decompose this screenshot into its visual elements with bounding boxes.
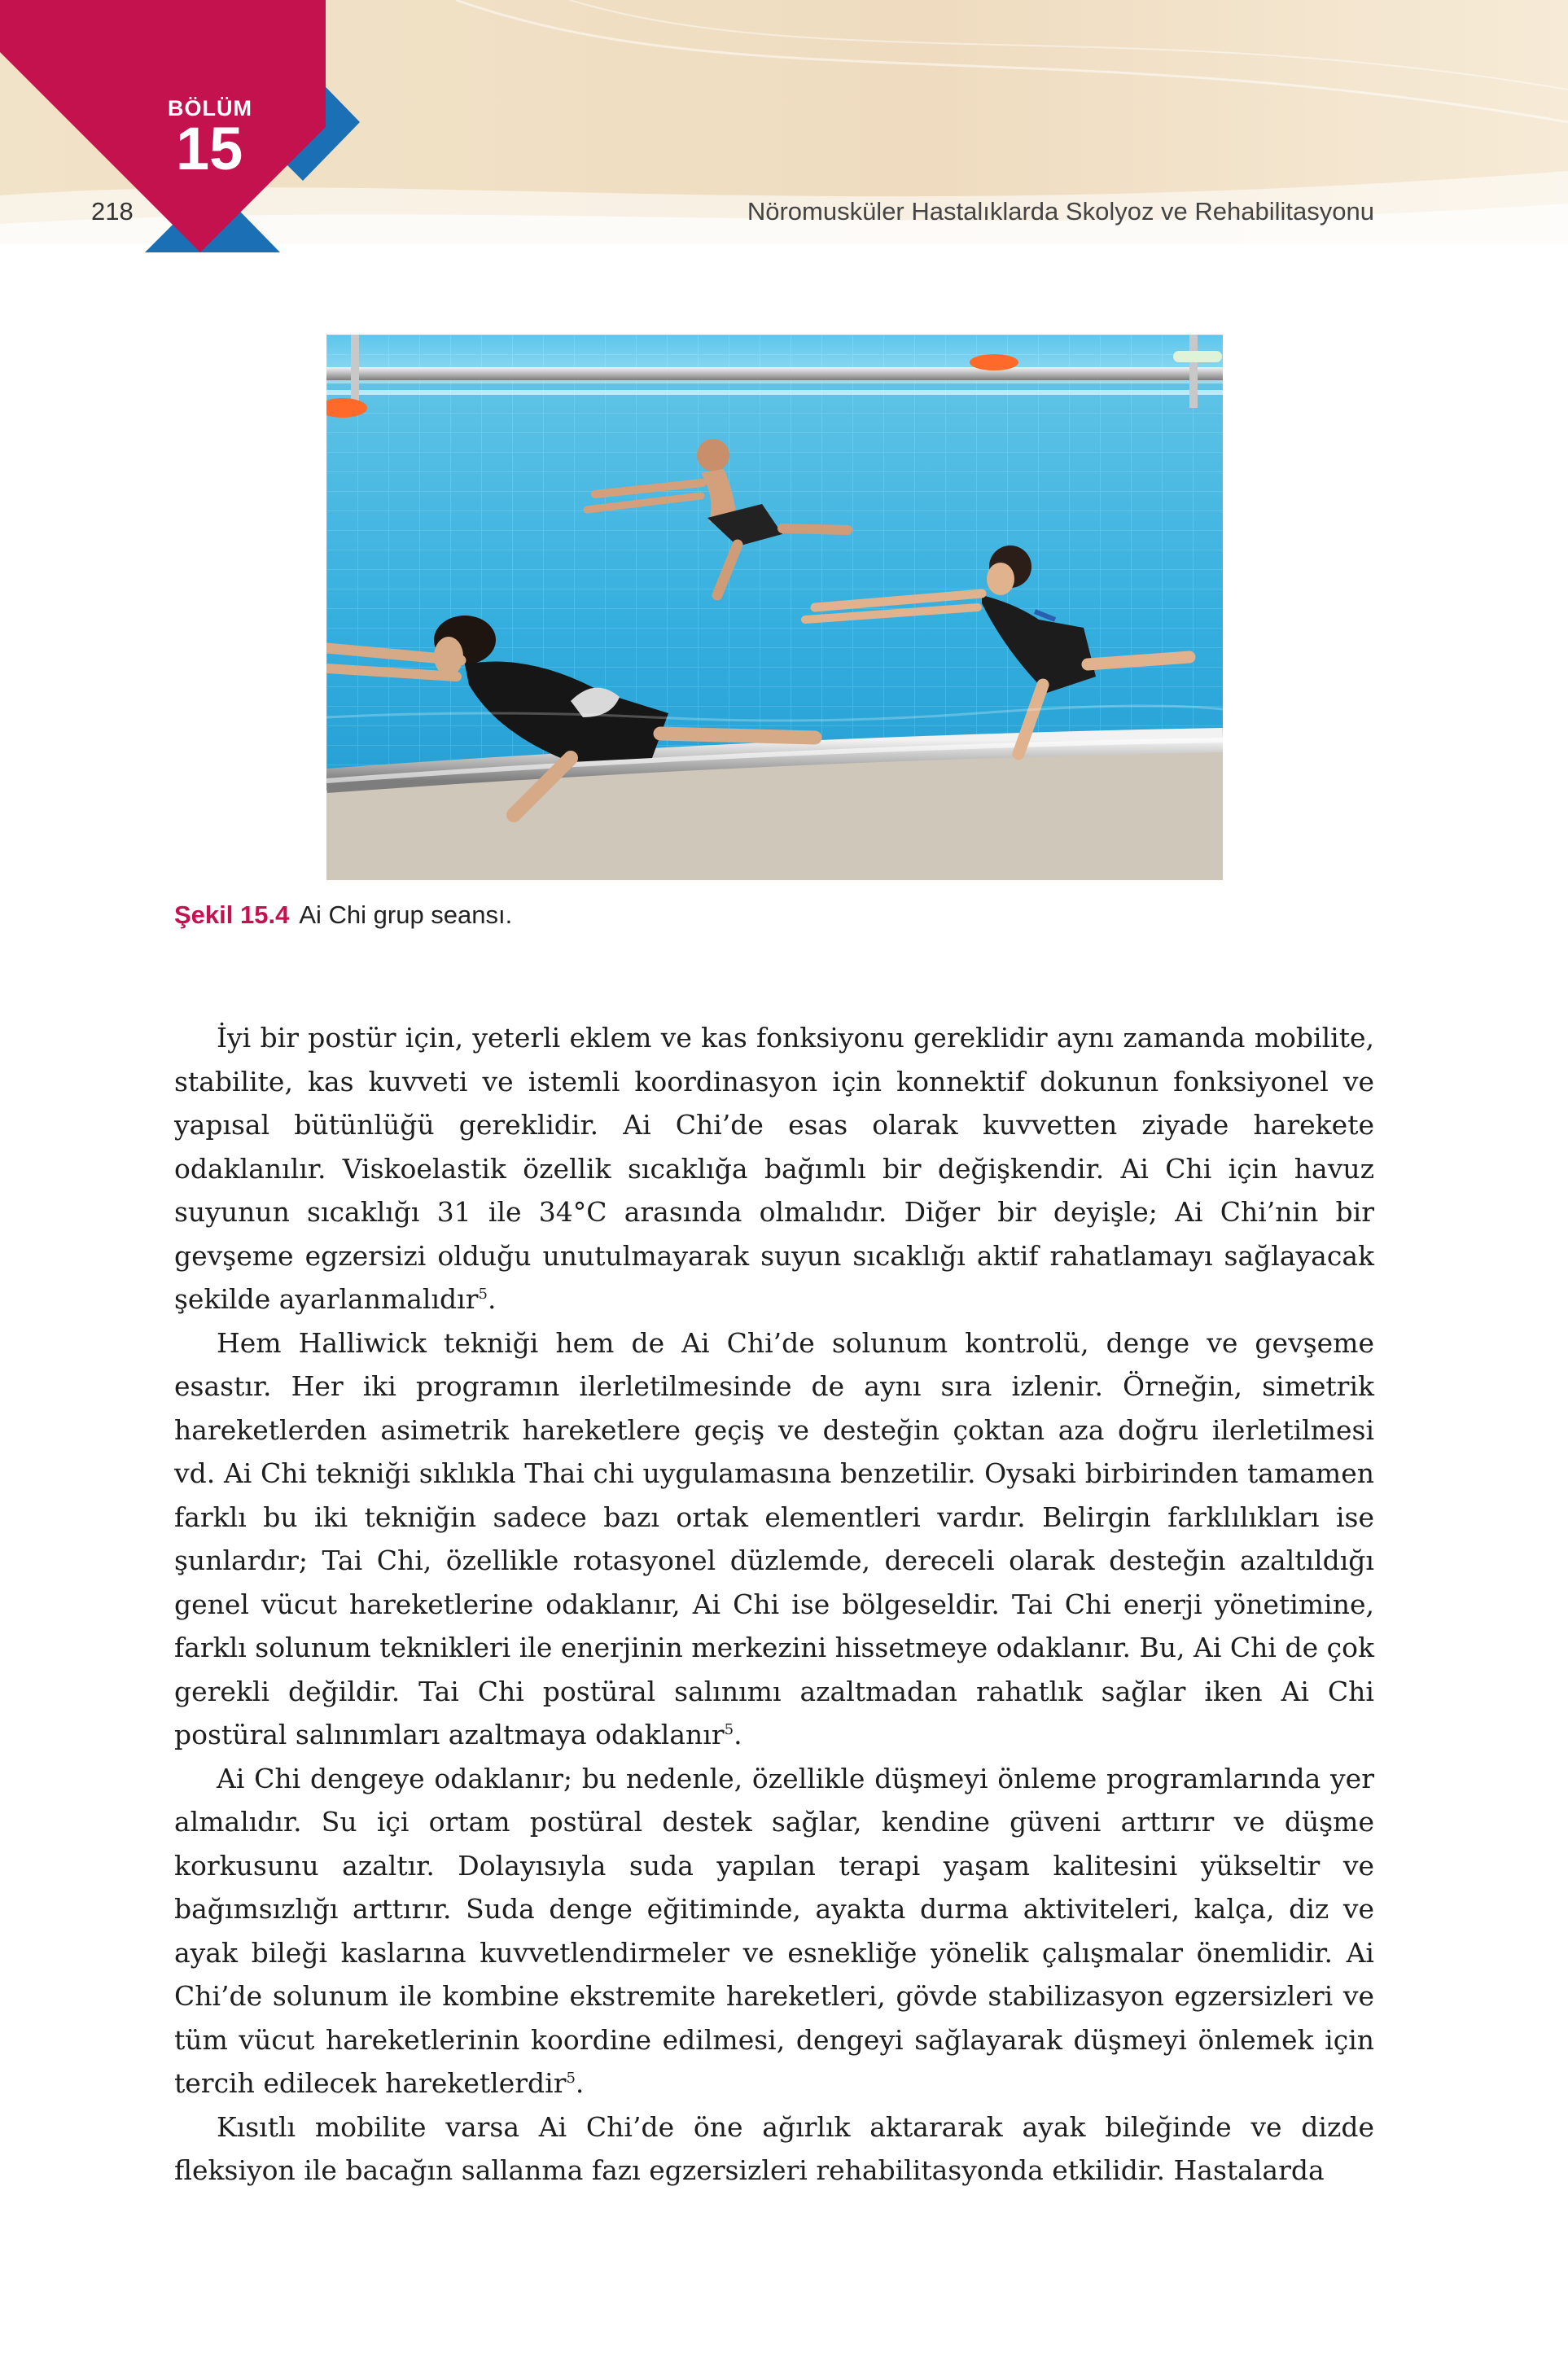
figure-photo bbox=[326, 335, 1223, 880]
page-number: 218 bbox=[91, 197, 134, 226]
figure-caption-label: Şekil 15.4 bbox=[174, 900, 290, 929]
paragraph-text: Ai Chi dengeye odaklanır; bu nedenle, özellikle düşmeyi önleme programlarında yer almalıdır. Su içi ortam postüral destek sağlar, kendine güveni arttırır ve düşme korkusunu azaltır. Dolayısıyla suda yapılan terapi yaşam kalitesini yükseltir ve bağımsızlığı arttırır. Suda denge eğitiminde, ayakta durma aktiviteleri, kalça, diz ve ayak bileği kaslarına kuvvetlendirmeler ve esnekliğe yönelik çalışmalar önemlidir. Ai Chi’de solunum ile kombine ekstremite hareketleri, gövde stabilizasyon egzersizleri ve tüm vücut hareketlerinin koordine edilmesi, dengeyi sağlayarak düşmeyi önlemek için tercih edilecek hareketlerdir bbox=[174, 1762, 1374, 2099]
citation-reference: 5 bbox=[724, 1721, 734, 1738]
paragraph bbox=[174, 1757, 1374, 2105]
paragraph bbox=[174, 1016, 1374, 1321]
paragraph-end: . bbox=[734, 1719, 742, 1750]
pool-photo bbox=[326, 335, 1223, 880]
paragraph-text: İyi bir postür için, yeterli eklem ve kas fonksiyonu gereklidir aynı zamanda mobilite, stabilite, kas kuvveti ve istemli koordinasyon için konnektif dokunun fonksiyonel ve yapısal bütünlüğü gereklidir. Ai Chi’de esas olarak kuvvetten ziyade harekete odaklanılır. Viskoelastik özellik sıcaklığa bağımlı bir değişkendir. Ai Chi için havuz suyunun sıcaklığı 31 ile 34°C arasında olmalıdır. Diğer bir deyişle; Ai Chi’nin bir gevşeme egzersizi olduğu unutulmayarak suyun sıcaklığı aktif rahatlamayı sağlayacak şekilde ayarlanmalıdır bbox=[174, 1022, 1374, 1315]
body-text bbox=[174, 1016, 1374, 2193]
paragraph bbox=[174, 2105, 1374, 2193]
citation-reference: 5 bbox=[478, 1286, 488, 1303]
paragraph-end: . bbox=[575, 2067, 585, 2099]
paragraph-text: Hem Halliwick tekniği hem de Ai Chi’de solunum kontrolü, denge ve gevşeme esastır. Her iki programın ilerletilmesinde de aynı sıra izlenir. Örneğin, simetrik hareketlerden asimetrik hareketlere geçiş ve desteğin çoktan aza doğru ilerletilmesi vd. Ai Chi tekniği sıklıkla Thai chi uygulamasına benzetilir. Oysaki birbirinden tamamen farklı bu iki tekniğin sadece bazı ortak elementleri vardır. Belirgin farklılıkları ise şunlardır; Tai Chi, özellikle rotasyonel düzlemde, dereceli olarak desteğin azaltıldığı genel vücut hareketlerine odaklanır, Ai Chi ise bölgeseldir. Tai Chi enerji yönetimine, farklı solunum teknikleri ile enerjinin merkezini hissetmeye odaklanır. Bu, Ai Chi de çok gerekli değildir. Tai Chi postüral salınımı azaltmadan rahatlık sağlar iken Ai Chi postüral salınımları azaltmaya odaklanır bbox=[174, 1326, 1374, 1750]
page-header bbox=[0, 0, 1568, 252]
paragraph-end: . bbox=[487, 1283, 497, 1315]
citation-reference: 5 bbox=[566, 2070, 576, 2087]
paragraph-text: Kısıtlı mobilite varsa Ai Chi’de öne ağırlık aktararak ayak bileğinde ve dizde fleksiyon ile bacağın sallanma fazı egzersizleri rehabilitasyonda etkilidir. Hastalarda bbox=[174, 2110, 1374, 2186]
figure-caption-text: Ai Chi grup seansı. bbox=[299, 900, 513, 929]
running-title: Nöromusküler Hastalıklarda Skolyoz ve Rehabilitasyonu bbox=[747, 197, 1374, 226]
chapter-number: 15 bbox=[176, 115, 243, 182]
chapter-label: BÖLÜM bbox=[168, 96, 252, 120]
figure-caption bbox=[174, 900, 512, 930]
paragraph bbox=[174, 1321, 1374, 1757]
